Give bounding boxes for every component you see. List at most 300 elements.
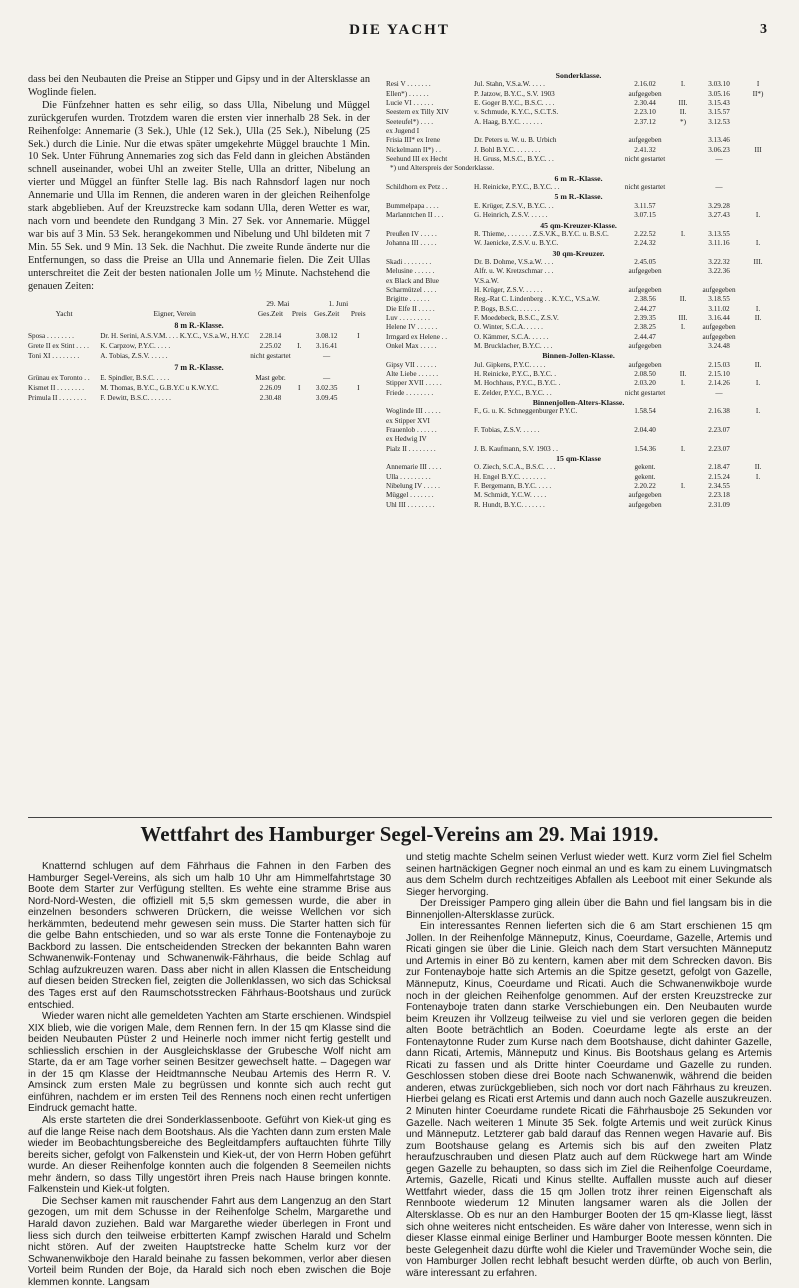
time-day1: 2.26.09 — [259, 384, 282, 393]
prize-day2: I. — [755, 472, 761, 481]
class-heading: 8 m R.-Klasse. — [174, 321, 224, 331]
owner-club: O. Ziech, S.C.A., B.S.C. . . . — [474, 463, 556, 472]
prize-day2 — [745, 491, 771, 500]
yacht-name: ex Hedwig IV — [386, 435, 427, 444]
class-heading-row — [386, 249, 771, 258]
time-day1: aufgegeben — [628, 89, 662, 98]
owner-club: R. Hundt, B.Y.C. . . . . . . — [474, 500, 545, 509]
prize-day2 — [745, 99, 771, 108]
yacht-name: Nickelmann II*) . . — [386, 145, 441, 154]
time-day2: 3.11.02 — [708, 304, 730, 313]
owner-club: Dr. Peters u. W. u. B. Urbich — [474, 136, 557, 145]
owner-club: F. Tobias, Z.S.V. . . . . . — [474, 426, 540, 435]
results-table-classes — [386, 71, 771, 510]
owner-club: H. Reinicke, P.Y.C., B.Y.C. . — [474, 370, 556, 378]
yacht-name: Schildhorn ex Petz . . — [386, 183, 448, 192]
time-day1: aufgegeben — [628, 491, 662, 500]
owner-club: M. Hochhaus, P.Y.C., B.Y.C. . — [474, 379, 561, 388]
prize-day1 — [673, 501, 693, 510]
prize-day2: I — [357, 332, 360, 341]
prize-day2 — [745, 127, 771, 136]
time-day1: 3.11.57 — [634, 201, 656, 210]
prize-day2 — [347, 351, 370, 361]
yacht-name: Müggel . . . . . . . — [386, 491, 434, 500]
time-day1: 2.38.25 — [634, 323, 656, 332]
time-day2: 3.15.43 — [708, 99, 730, 108]
time-day1: nicht gestartet — [624, 155, 666, 164]
class-heading: Binnenjollen-Alters-Klasse. — [532, 398, 625, 408]
time-day2: — — [715, 388, 723, 397]
time-day1: nicht gestartet — [624, 388, 666, 397]
time-day2: 3.13.46 — [708, 136, 730, 145]
owner-club: H. Gruss, M.S.C., B.Y.C. . . — [474, 155, 554, 164]
time-day1: Mast gebr. — [255, 374, 286, 383]
time-day2: 2.16.38 — [708, 407, 730, 416]
prize-day1: III. — [678, 313, 688, 322]
yacht-name: Resi V . . . . . . . — [386, 80, 431, 89]
table-row — [386, 482, 771, 491]
header-yacht: Yacht — [55, 309, 73, 319]
owner-club: Reg.-Rat C. Lindenberg . . K.Y.C., V.S.a.W. — [474, 295, 600, 304]
table-row — [386, 342, 771, 351]
time-day1: 2.45.05 — [634, 257, 656, 266]
owner-club: M. Thomas, B.Y.C., G.B.Y.C u K.W.Y.C. — [100, 384, 219, 393]
header-day1: 29. Mai — [266, 299, 290, 309]
yacht-name: Pialz II . . . . . . . . — [386, 444, 436, 453]
prize-day1 — [673, 361, 693, 370]
time-day2: 3.27.43 — [708, 211, 730, 220]
prize-day1 — [673, 277, 693, 286]
time-day1: 1.58.54 — [634, 407, 656, 416]
time-day1: aufgegeben — [628, 267, 662, 276]
time-day2: 3.08.12 — [315, 332, 338, 341]
yacht-name: Gipsy VII . . . . . . — [386, 360, 437, 369]
class-heading-row — [386, 192, 771, 201]
owner-club: V.S.a.W. — [474, 276, 499, 285]
prize-day2: II. — [754, 463, 762, 472]
time-day2: 2.23.18 — [708, 491, 730, 500]
table-row — [386, 491, 771, 500]
yacht-name: Brigitte . . . . . . — [386, 295, 430, 304]
time-day2: 3.16.44 — [708, 313, 730, 322]
time-day1: 2.20.22 — [634, 482, 656, 491]
prize-day1 — [673, 211, 693, 220]
prize-day2 — [745, 277, 771, 286]
owner-club: O. Winter, S.C.A. . . . . . — [474, 323, 543, 332]
time-day1: aufgegeben — [628, 136, 662, 145]
prize-day1: II. — [679, 108, 687, 117]
time-day1: aufgegeben — [628, 341, 662, 350]
time-day2: aufgegeben — [702, 323, 736, 332]
yacht-name: Toni XI . . . . . . . . — [28, 352, 80, 361]
owner-club: Jul. Gipkens, P.Y.C. . . . . — [474, 360, 546, 369]
header-time: Ges.Zeit — [257, 309, 284, 319]
footnote-row — [386, 164, 771, 173]
prize-day1 — [673, 417, 693, 426]
time-day2 — [693, 127, 745, 136]
prize-day1 — [673, 258, 693, 267]
owner-club: G. Heinrich, Z.S.V. . . . . . — [474, 211, 548, 220]
article-paragraph: Als erste starteten die drei Sonderklassenboote. Geführt von Kiek-ut ging es auf die lange Reise nach dem Bootshaus. Als die Yachten dann zum ersten Male wieder im Beobachtungsbereiche des Begleitdampfers auftauchten führte Tilly bereits sicher, gefolgt von Falkenstein und Kiek-ut, der von Herrn Hoben geführt wurde. An dieser Reihenfolge konnten auch die folgenden 8 Seemeilen nichts mehr ändern, so dass Tilly ungestört ihren Preis nach Hause bringen konnte. Falkenstein und Kiek-ut folgten. — [28, 1115, 391, 1196]
table-row — [386, 435, 771, 444]
table-row — [386, 90, 771, 99]
owner-club — [474, 435, 617, 444]
class-heading: 45 qm-Kreuzer-Klasse. — [540, 220, 617, 230]
owner-club: H. Reinicke, P.Y.C., B.Y.C. . . — [474, 183, 560, 192]
prize-day2 — [745, 342, 771, 351]
owner-club: P. Jatzow, B.Y.C., S.V. 1903 — [474, 89, 555, 98]
footnote: *) und Alterspreis der Sonderklasse. — [390, 164, 494, 173]
header-owner: Eigner, Verein — [153, 309, 196, 319]
time-day2: 2.23.07 — [708, 426, 730, 435]
owner-club: M. Brucklacher, B.Y.C. . . . — [474, 341, 553, 350]
prize-day1 — [673, 305, 693, 314]
table-row — [386, 202, 771, 211]
time-day1: 2.22.52 — [634, 229, 656, 238]
yacht-name: ex Black and Blue — [386, 276, 439, 285]
prize-day2 — [347, 373, 370, 383]
time-day1: 2.44.47 — [634, 332, 656, 341]
prize-day2: I — [756, 80, 760, 89]
prize-day1 — [673, 435, 693, 444]
table-row — [386, 426, 771, 435]
time-day1: 3.07.15 — [634, 211, 656, 220]
time-day1 — [617, 127, 673, 136]
table-row — [386, 267, 771, 276]
class-heading: Binnen-Jollen-Klasse. — [542, 351, 615, 361]
table-row — [28, 373, 370, 383]
table-row — [386, 136, 771, 145]
table-row — [386, 314, 771, 323]
time-day2: 2.15.03 — [708, 360, 730, 369]
class-heading: 30 qm-Kreuzer. — [552, 248, 605, 258]
prize-day2 — [745, 118, 771, 127]
article-paragraph: Ein interessantes Rennen lieferten sich die 6 am Start erschienen 15 qm Jollen. In der Reihenfolge Männeputz, Kinus, Coeurdame, Gazelle, Artemis und Ricati gingen sie über die Linie. Gleich nach dem Start versuchten Männeputz und Artemis in einer Bö zu kentern, kamen aber mit dem Schrecken davon. Bis zur Fontenayboje hatte sich Artemis an die Spitze gesetzt, gefolgt von Gazelle, Männeputz, Kinus, Coeurdame und Ricati. Auch die Schwanenwikboje wurde noch in der gleichen Reihenfolge genommen. Auf der ersten Kreuzstrecke zur Fontenayboje traten dann starke Verschiebungen ein. Den Neubauten wurde beim Kreuzen ihr Vollzeug teilweise zu viel und sie verloren gegen die beiden alten Boote beträchtlich an Boden. Coeurdame legte als erste an der Fontenaytonne Ruder zum Kurse nach dem Bootshause, dicht dahinter Gazelle, dann Ricati, Artemis, Männeputz und Kinus. Bis Bootshaus gelang es Artemis Ricati zu fassen und als Dritte hinter Coeurdame und Gazelle zu runden. Geschlossen stoben diese drei Boote nach Schwanenwik, während die beiden anderen, etwas zurückgeblieben, sich noch vor dort nach Fährhaus zu kreuzen. Hierbei gelang es Ricati erst Artemis und dann auch noch Gazelle auszukreuzen. 2 Minuten hinter Coeurdame rundete Ricati die Fährhausboje 25 Sekunden vor Gazelle. Nach weiteren 1 Minute 35 Sek. folgte Artemis und weit zurück Kinus und Männeputz. Letzterer gab bald darauf das Rennen wegen Havarie auf. Bis zum Bootshause gelang es Artemis sich bis auf den zweiten Platz heraufzuschrauben und diesen Platz auch auf dem Rückwege hart am Winde gegen Gazelle zu behaupten, so dass sich im Ziel die Reihenfolge Coeurdame, Artemis, Gazelle, Ricati und Kinus stellte. Auffallen musste auch auf dieser Wettfahrt wieder, dass die 15 qm Jollen trotz ihrer reinen Eigenschaft als Rennboote wiederum 12 Minuten langsamer waren als die Jollen der Altersklasse. Ob es nur an den Hamburger Booten der 15 qm-Klasse liegt, lässt sich ohne weiteres nicht entscheiden. Es wäre daher von Interesse, wenn sich in dieser Klasse einmal einige Berliner und Hamburger Boote messen könnten. Die beste Gelegenheit dazu dürfte wohl die Kieler und Travemünder Woche sein, die von Hamburger Jollen recht lebhaft besucht werden dürfte, ob auch von Berlin, wäre interessant zu erfahren. — [406, 921, 772, 1279]
class-heading-row — [386, 221, 771, 230]
yacht-name: Seeteufel*) . . . . — [386, 117, 434, 126]
yacht-name: Luv . . . . . . . . . — [386, 313, 430, 322]
prize-day2 — [745, 323, 771, 332]
time-day2: 2.14.26 — [708, 379, 730, 388]
owner-club: P. Bogs, B.S.C. . . . . . . — [474, 304, 540, 313]
table-row — [386, 463, 771, 472]
yacht-name: Skadi . . . . . . . . — [386, 257, 432, 266]
table-row — [386, 379, 771, 388]
class-heading: 15 qm-Klasse — [556, 454, 601, 464]
prize-day1 — [673, 127, 693, 136]
time-day2: 2.34.55 — [708, 482, 730, 491]
table-row — [386, 323, 771, 332]
left-column — [28, 74, 370, 403]
table-row — [386, 407, 771, 416]
yacht-name: Onkel Max . . . . . — [386, 341, 437, 350]
owner-club: H. Krüger, Z.S.V. . . . . . — [474, 285, 543, 294]
yacht-name: Sposa . . . . . . . . — [28, 332, 74, 341]
time-day1: 2.44.27 — [634, 304, 656, 313]
owner-club — [474, 127, 617, 136]
table-row — [28, 393, 370, 403]
time-day2 — [693, 417, 745, 426]
owner-club: v. Schmude, K.Y.C., S.C.T.S. — [474, 108, 559, 117]
time-day1: 2.41.32 — [634, 145, 656, 154]
table-row — [386, 239, 771, 248]
table-row — [386, 155, 771, 164]
prize-day2 — [745, 202, 771, 211]
time-day2: 3.05.16 — [708, 89, 730, 98]
table-row — [386, 389, 771, 398]
prize-day1 — [673, 267, 693, 276]
prize-day1 — [673, 407, 693, 416]
owner-club: K. Carpzow, P.Y.C. . . . . — [100, 342, 171, 351]
time-day2: — — [715, 155, 723, 164]
table-row — [386, 295, 771, 304]
table-row — [386, 127, 771, 136]
time-day2: 3.15.57 — [708, 108, 730, 117]
time-day1: aufgegeben — [628, 500, 662, 509]
table-row — [386, 370, 771, 379]
owner-club: A. Haag, B.Y.C. . . . . . . — [474, 117, 543, 126]
owner-club: Dr. H. Serini, A.S.V.M. . . . K.Y.C., V.S.a.W., H.Y.C — [100, 332, 250, 341]
prize-day1: I. — [680, 379, 686, 388]
owner-club: Jul. Stahn, V.S.a.W. . . . . — [474, 80, 545, 89]
prize-day1 — [292, 393, 307, 403]
prize-day2 — [745, 482, 771, 491]
time-day1: 1.54.36 — [634, 444, 656, 453]
yacht-name: ex Stipper XVI — [386, 416, 430, 425]
page-number: 3 — [760, 22, 767, 37]
yacht-name: ex Jugend I — [386, 127, 420, 136]
time-day1: 2.30.48 — [259, 394, 282, 403]
class-heading: 6 m R.-Klasse. — [554, 173, 603, 183]
table-row — [386, 183, 771, 192]
time-day2: 3.22.36 — [708, 267, 730, 276]
prize-day2: I. — [755, 211, 761, 220]
class-heading-row — [386, 351, 771, 360]
prize-day1 — [673, 333, 693, 342]
yacht-name: Woglinde III . . . . . — [386, 407, 441, 416]
prize-day1 — [673, 183, 693, 192]
yacht-name: Die Elfe II . . . . . — [386, 304, 435, 313]
prize-day1 — [673, 286, 693, 295]
prize-day1: II. — [679, 370, 687, 378]
prize-day2: I. — [755, 239, 761, 248]
owner-club: H. Engel B.Y.C. . . . . . . . — [474, 472, 546, 481]
time-day2: 3.12.53 — [708, 117, 730, 126]
results-table-8m-7m — [28, 299, 370, 403]
table-row — [386, 445, 771, 454]
yacht-name: Kismet II . . . . . . . . — [28, 384, 85, 393]
time-day2: 2.15.10 — [708, 370, 730, 378]
class-heading: 7 m R.-Klasse. — [174, 363, 224, 373]
owner-club: F. Dewitt, B.S.C. . . . . . . — [100, 394, 171, 403]
yacht-name: Preußen IV . . . . . — [386, 229, 437, 238]
table-row — [386, 277, 771, 286]
yacht-name: Johanna III . . . . . — [386, 239, 437, 248]
table-row — [28, 351, 370, 361]
article-paragraph: Die Sechser kamen mit rauschender Fahrt aus dem Langenzug an den Start gezogen, um mit dem Schusse in der Reihenfolge Schelm, Margarethe und Harald davon zuziehen. Bald war Margarethe wieder überlegen in Front und liess sich durch den teilweise erbitterten Kampf zwischen Harald und Schelm nicht stören. Auf der zweiten Hauptstrecke hatte Schelm kurz vor der Schwanenwikboje den Harald beinahe zu fassen bekommen, verlor aber diesen Vorteil beim Runden der Boje, da Harald sich noch eben zwischen die Boje klemmen konnte. Langsam — [28, 1195, 391, 1288]
body-paragraph: Die Fünfzehner hatten es sehr eilig, so dass Ulla, Nibelung und Müggel zurückgerufen wurden. Trotzdem waren die ersten vier innerhalb 28 Sek. in der Reihenfolge: Annemarie (3 Sek.), Uhle (12 Sek.), Ulla (25 Sek.), Nibelung (25 Sek.) durch die Linie. Nur die etwas später umgekehrte Müggel brauchte 1 Min. 10 Sek. Unter Führung Annemaries zog sich das Feld dann in gleichen Abständen schnell auseinander, wobei Uhl an zweiter Stelle, Ulla an dritter, Nibelung an vierter und Müggel an fünfter Stelle lag. Bis nach Rahnsdorf lagen nur noch Annemarie und Ulla im Rennen, die anderen waren in der gleichen Reihenfolge stark abgeblieben. Auf der Kreuzstrecke kam sodann Ulla, deren Wetter es war, nach vorn und beendete den Rundgang 3 Min. 27 Sek. vor Annemarie. Müggel war bis auf 3 Min. 53 Sek. herangekommen und Nibelung und Uhl bildeten mit 7 Min. 55 Sek. und 9 Min. 13 Sek. die Nachhut. Die zweite Runde änderte nur die Entfernungen, so dass die Preise an Ulla und Annemarie fielen. Die Zeit Ullas unterschreitet die Zeit der besten nationalen Jolle um ½ Minute. Nachstehend die genauen Zeiten: — [28, 99, 370, 292]
table-row — [386, 258, 771, 267]
time-day1: 2.03.20 — [634, 379, 656, 388]
time-day1: 2.28.14 — [259, 332, 282, 341]
time-day2: 3.13.55 — [708, 229, 730, 238]
prize-day2: I. — [755, 379, 761, 388]
prize-day1: *) — [680, 117, 686, 126]
article-left-column — [28, 861, 391, 1288]
time-day1 — [617, 435, 673, 444]
prize-day1 — [673, 146, 693, 155]
prize-day2: I. — [755, 304, 761, 313]
owner-club — [474, 417, 617, 426]
table-row — [386, 361, 771, 370]
owner-club: F. Moedebeck, B.S.C., Z.S.V. — [474, 313, 559, 322]
class-heading-row — [386, 174, 771, 183]
time-day1: gekent. — [634, 463, 656, 472]
prize-day1 — [292, 331, 307, 341]
time-day1: 2.25.02 — [259, 342, 282, 351]
time-day2: — — [715, 183, 723, 192]
prize-day2 — [745, 501, 771, 510]
prize-day1: II. — [679, 295, 687, 304]
running-head: DIE YACHT — [349, 22, 450, 38]
prize-day1: I — [298, 384, 301, 393]
time-day2: 3.06.23 — [708, 145, 730, 154]
prize-day2 — [745, 295, 771, 304]
table-row — [386, 146, 771, 155]
table-row — [386, 305, 771, 314]
right-column — [386, 71, 771, 510]
table-row — [386, 108, 771, 117]
yacht-name: Scharmützel . . . . — [386, 285, 437, 294]
prize-day1 — [673, 389, 693, 398]
time-day2: — — [323, 374, 331, 383]
prize-day1 — [673, 473, 693, 482]
time-day1: 2.16.02 — [634, 80, 656, 89]
yacht-name: Primula II . . . . . . . . — [28, 394, 87, 403]
prize-day1: I. — [680, 482, 686, 491]
time-day2 — [693, 277, 745, 286]
prize-day2 — [745, 370, 771, 379]
article-paragraph: Knatternd schlugen auf dem Fährhaus die Fahnen in den Farben des Hamburger Segel-Vereins, als sich um halb 10 Uhr am Himmelfahrtstage 30 Boote dem Starter zur Verfügung stellten. Es wehte eine stramme Brise aus Nord-Nord-Westen, die offiziell mit 5,5 skm gemessen wurde, die aber in einzelnen besonders schweren Drückern, die weisse Wellchen vor sich herkämmten, bedeutend mehr gewesen sein muss. Die Starter hatten sich für die gelbe Bahn entschieden, und so war als erste Tonne die Fontenayboje zu Backbord zu lassen. Die entscheidenden Strecken der bekannten Bahn waren Schwanenwik-Fontenay und Schwanenwik-Fährhaus, die beide Schlag auf Schlag aufzukreuzen waren. Dass aber nicht in allen Klassen die Entscheidung auf diesen beiden Strecken fiel, zeigten die Jollenklassen, wo sich das Schicksal des Tages erst auf den Raumschotsstrecken Fährhaus-Bootshaus und zurück entschied. — [28, 861, 391, 1011]
yacht-name: Seestern ex Tilly XIV — [386, 108, 449, 117]
prize-day2: I. — [755, 407, 761, 416]
section-divider — [28, 817, 772, 818]
prize-day2 — [745, 230, 771, 239]
owner-club: O. Kämmer, S.C.A. . . . . . — [474, 332, 549, 341]
yacht-name: Frauenlob . . . . . . — [386, 426, 437, 435]
time-day2: 3.29.28 — [708, 201, 730, 210]
time-day2: 2.18.47 — [708, 463, 730, 472]
time-day1: gekent. — [634, 472, 656, 481]
prize-day1 — [292, 373, 307, 383]
yacht-name: Melusine . . . . . . — [386, 267, 435, 276]
owner-club: E. Spindler, B.S.C. . . . . — [100, 374, 170, 383]
header-prize: Preis — [291, 309, 307, 319]
prize-day1 — [673, 491, 693, 500]
time-day1: 2.37.12 — [634, 117, 656, 126]
yacht-name: Bummelpapa . . . . — [386, 201, 439, 210]
prize-day2: I — [357, 384, 360, 393]
yacht-name: Seehund III ex Hecht — [386, 155, 448, 164]
time-day2: 3.16.41 — [315, 342, 338, 351]
owner-club: J. B. Kaufmann, S.V. 1903 . . — [474, 444, 558, 453]
class-heading-row — [386, 398, 771, 407]
table-row — [386, 211, 771, 220]
owner-club: Dr. B. Dohme, V.S.a.W. . . . — [474, 257, 554, 266]
prize-day1 — [673, 463, 693, 472]
prize-day2: III — [754, 145, 762, 154]
article-title: Wettfahrt des Hamburger Segel-Vereins am 29. Mai 1919. — [140, 822, 659, 846]
yacht-name: Ellen*) . . . . . . — [386, 89, 429, 98]
table-row — [386, 333, 771, 342]
class-heading: Sonderklasse. — [555, 71, 602, 80]
time-day2: aufgegeben — [702, 332, 736, 341]
prize-day1: I. — [680, 323, 686, 332]
time-day1: 2.08.50 — [634, 370, 656, 378]
prize-day2 — [745, 417, 771, 426]
time-day1: aufgegeben — [628, 285, 662, 294]
owner-club: M. Schmidt, Y.C.W. . . . . — [474, 491, 547, 500]
time-day2: 2.15.24 — [708, 472, 730, 481]
yacht-name: Grünau ex Toronto . . — [28, 374, 90, 383]
class-heading: 5 m R.-Klasse. — [554, 192, 603, 202]
prize-day2 — [745, 183, 771, 192]
prize-day2 — [745, 389, 771, 398]
header-prize: Preis — [350, 309, 366, 319]
table-row — [386, 417, 771, 426]
prize-day2: II. — [754, 360, 762, 369]
prize-day1 — [292, 351, 307, 361]
prize-day2 — [745, 286, 771, 295]
table-row — [28, 331, 370, 341]
owner-club: A. Tobias, Z.S.V. . . . . . — [100, 352, 168, 361]
yacht-name: Ulla . . . . . . . . . — [386, 472, 431, 481]
yacht-name: Uhl III . . . . . . . . — [386, 500, 435, 509]
time-day2: 3.03.10 — [708, 80, 730, 89]
article-right-column — [406, 852, 772, 1279]
time-day2: 2.31.09 — [708, 500, 730, 509]
prize-day1: I. — [680, 444, 686, 453]
yacht-name: Alte Liebe . . . . . . — [386, 370, 439, 378]
time-day2: 2.23.07 — [708, 444, 730, 453]
prize-day2 — [745, 435, 771, 444]
table-row — [28, 341, 370, 351]
time-day1: nicht gestartet — [250, 352, 291, 361]
time-day2: 3.24.48 — [708, 341, 730, 350]
prize-day1 — [673, 202, 693, 211]
yacht-name: Marlanntchen II . . . — [386, 211, 444, 220]
prize-day2 — [745, 426, 771, 435]
yacht-name: Helene IV . . . . . . — [386, 323, 438, 332]
time-day2: 3.02.35 — [315, 384, 338, 393]
owner-club: J. Bohl B.Y.C. . . . . . . . — [474, 145, 541, 154]
yacht-name: Irmgard ex Helene . . — [386, 332, 448, 341]
header-time: Ges.Zeit — [314, 309, 340, 319]
owner-club: E. Zelder, P.Y.C., B.Y.C. . . — [474, 388, 552, 397]
prize-day2 — [745, 108, 771, 117]
time-day1: 2.39.35 — [634, 313, 656, 322]
prize-day2 — [745, 333, 771, 342]
time-day2: 3.18.55 — [708, 295, 730, 304]
time-day1 — [617, 277, 673, 286]
table-row — [386, 118, 771, 127]
yacht-name: Frisia III* ex Irene — [386, 136, 441, 145]
time-day2 — [693, 435, 745, 444]
prize-day1 — [673, 342, 693, 351]
table-row — [386, 80, 771, 89]
table-row — [386, 473, 771, 482]
prize-day2 — [347, 393, 370, 403]
